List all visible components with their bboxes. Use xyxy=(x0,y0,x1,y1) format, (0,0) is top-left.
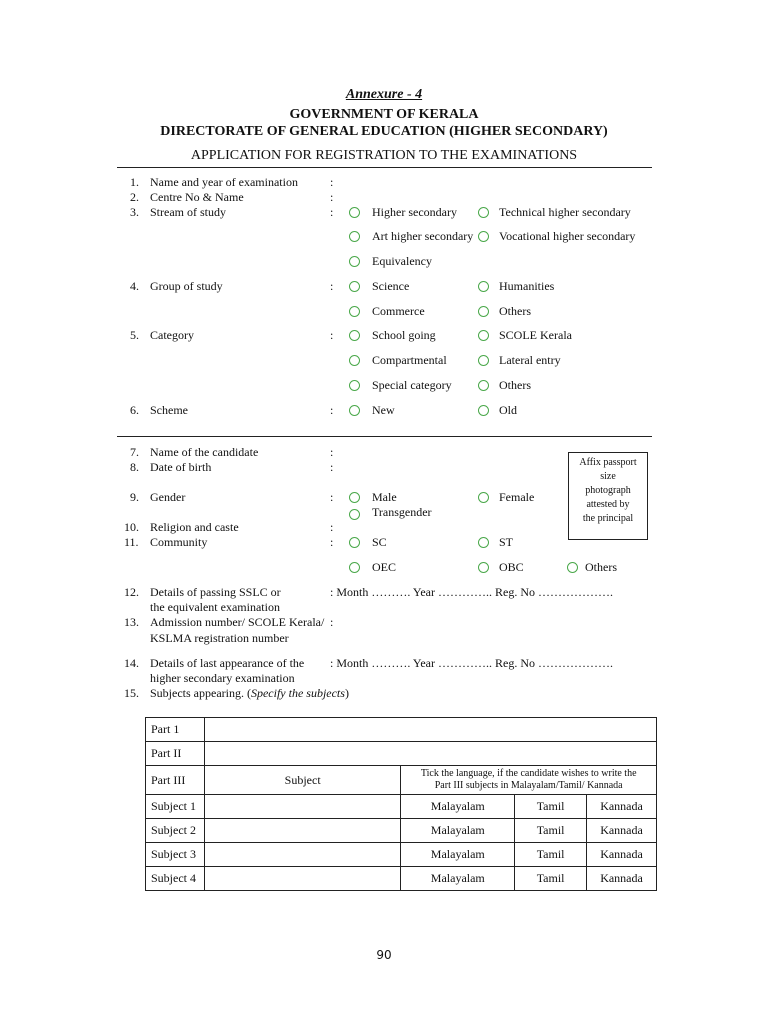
field-4-num: 4. xyxy=(130,279,139,293)
option-school-going: School going xyxy=(372,328,436,342)
subject-entry[interactable] xyxy=(204,867,400,891)
radio-scheme-new[interactable] xyxy=(349,405,360,416)
photo-line-2: size xyxy=(600,471,616,482)
radio-scheme-old[interactable] xyxy=(478,405,489,416)
field-12-label-2: the equivalent examination xyxy=(150,600,280,614)
subjects-table xyxy=(145,717,657,891)
part3-label: Part III xyxy=(146,766,205,795)
option-female: Female xyxy=(499,490,535,504)
option-scole-kerala: SCOLE Kerala xyxy=(499,328,572,342)
form-title: APPLICATION FOR REGISTRATION TO THE EXAMINATIONS xyxy=(190,148,578,163)
field-15-label xyxy=(150,686,349,700)
subject-header: Subject xyxy=(204,766,400,795)
radio-school-going[interactable] xyxy=(349,330,360,341)
option-commerce: Commerce xyxy=(372,304,425,318)
radio-female[interactable] xyxy=(478,492,489,503)
lang-tamil[interactable]: Tamil xyxy=(515,819,587,843)
option-equivalency: Equivalency xyxy=(372,254,432,268)
field-15-label-close: ) xyxy=(344,686,349,700)
field-9-colon: : xyxy=(330,490,334,504)
radio-equivalency[interactable] xyxy=(349,256,360,267)
table-row xyxy=(146,795,657,819)
last-appearance-details: : Month ………. Year ………….. Reg. No ………………. xyxy=(330,656,614,670)
option-male: Male xyxy=(372,490,397,504)
table-row xyxy=(146,867,657,891)
field-8-num: 8. xyxy=(130,460,139,474)
radio-st[interactable] xyxy=(478,537,489,548)
option-group-others: Others xyxy=(499,304,531,318)
field-12-label-1: Details of passing SSLC or xyxy=(150,585,281,599)
option-higher-secondary: Higher secondary xyxy=(372,205,457,219)
photo-line-5: the principal xyxy=(582,513,634,524)
radio-sc[interactable] xyxy=(349,537,360,548)
field-6-num: 6. xyxy=(130,403,139,417)
field-5-colon: : xyxy=(330,328,334,342)
field-3-label: Stream of study xyxy=(150,205,226,219)
radio-art-higher-secondary[interactable] xyxy=(349,231,360,242)
table-row xyxy=(146,843,657,867)
field-15-label-italic: Specify the subjects xyxy=(250,686,345,700)
field-13-num: 13. xyxy=(124,615,139,629)
field-2-num: 2. xyxy=(130,190,139,204)
lang-kannada[interactable]: Kannada xyxy=(587,795,657,819)
middle-divider xyxy=(117,436,652,437)
option-st: ST xyxy=(499,535,514,549)
part1-entry[interactable] xyxy=(204,718,656,742)
field-8-label: Date of birth xyxy=(150,460,212,474)
field-14-num: 14. xyxy=(124,656,139,670)
option-community-others: Others xyxy=(585,560,617,574)
part2-label: Part II xyxy=(146,742,205,766)
field-11-num: 11. xyxy=(124,535,139,549)
photo-line-4: attested by xyxy=(586,499,630,510)
field-5-num: 5. xyxy=(130,328,139,342)
field-1-colon: : xyxy=(330,175,334,189)
option-humanities: Humanities xyxy=(499,279,555,293)
sslc-details: : Month ………. Year ………….. Reg. No ………………. xyxy=(330,585,614,599)
field-1-label: Name and year of examination xyxy=(150,175,298,189)
subject-entry[interactable] xyxy=(204,819,400,843)
radio-technical-higher-secondary[interactable] xyxy=(478,207,489,218)
lang-tamil[interactable]: Tamil xyxy=(515,843,587,867)
option-transgender: Transgender xyxy=(372,505,432,519)
field-6-colon: : xyxy=(330,403,334,417)
lang-malayalam[interactable]: Malayalam xyxy=(401,867,515,891)
option-art-higher-secondary: Art higher secondary xyxy=(372,229,474,243)
field-13-label-1: Admission number/ SCOLE Kerala/ xyxy=(150,615,325,629)
radio-special-category[interactable] xyxy=(349,380,360,391)
lang-malayalam[interactable]: Malayalam xyxy=(401,843,515,867)
field-3-num: 3. xyxy=(130,205,139,219)
field-14-label-1: Details of last appearance of the xyxy=(150,656,305,670)
option-obc: OBC xyxy=(499,560,524,574)
field-9-label: Gender xyxy=(150,490,186,504)
lang-kannada[interactable]: Kannada xyxy=(587,867,657,891)
field-13-label-2: KSLMA registration number xyxy=(150,631,289,645)
page-number: 90 xyxy=(376,948,392,962)
photo-box xyxy=(568,452,648,540)
field-5-label: Category xyxy=(150,328,194,342)
field-10-colon: : xyxy=(330,520,334,534)
part1-label: Part 1 xyxy=(146,718,205,742)
option-sc: SC xyxy=(372,535,387,549)
table-row-part3 xyxy=(146,766,657,795)
top-divider xyxy=(117,167,652,168)
field-9-num: 9. xyxy=(130,490,139,504)
photo-line-1: Affix passport xyxy=(579,457,637,468)
photo-line-3: photograph xyxy=(585,485,631,496)
option-oec: OEC xyxy=(372,560,396,574)
field-14-label-2: higher secondary examination xyxy=(150,671,295,685)
field-6-label: Scheme xyxy=(150,403,188,417)
field-11-label: Community xyxy=(150,535,208,549)
lang-kannada[interactable]: Kannada xyxy=(587,843,657,867)
field-15-num: 15. xyxy=(124,686,139,700)
field-12-num: 12. xyxy=(124,585,139,599)
option-vocational-higher-secondary: Vocational higher secondary xyxy=(499,229,636,243)
table-row-part1 xyxy=(146,718,657,742)
annexure-label: Annexure - 4 xyxy=(345,87,423,102)
part2-entry[interactable] xyxy=(204,742,656,766)
subject-entry[interactable] xyxy=(204,843,400,867)
tick-note-line-1: Tick the language, if the candidate wishes to write the xyxy=(420,768,637,779)
field-7-colon: : xyxy=(330,445,334,459)
radio-obc[interactable] xyxy=(478,562,489,573)
radio-science[interactable] xyxy=(349,281,360,292)
option-technical-higher-secondary: Technical higher secondary xyxy=(499,205,631,219)
field-7-num: 7. xyxy=(130,445,139,459)
lang-malayalam[interactable]: Malayalam xyxy=(401,819,515,843)
option-scheme-old: Old xyxy=(499,403,517,417)
subject-row-label: Subject 4 xyxy=(146,867,205,891)
radio-commerce[interactable] xyxy=(349,306,360,317)
option-category-others: Others xyxy=(499,378,531,392)
field-4-colon: : xyxy=(330,279,334,293)
subject-row-label: Subject 1 xyxy=(146,795,205,819)
option-scheme-new: New xyxy=(372,403,395,417)
field-7-label: Name of the candidate xyxy=(150,445,259,459)
radio-scole-kerala[interactable] xyxy=(478,330,489,341)
lang-tamil[interactable]: Tamil xyxy=(515,867,587,891)
field-1-num: 1. xyxy=(130,175,139,189)
radio-higher-secondary[interactable] xyxy=(349,207,360,218)
radio-category-others[interactable] xyxy=(478,380,489,391)
radio-oec[interactable] xyxy=(349,562,360,573)
field-10-num: 10. xyxy=(124,520,139,534)
radio-transgender[interactable] xyxy=(349,509,360,520)
table-row-part2 xyxy=(146,742,657,766)
lang-malayalam[interactable]: Malayalam xyxy=(401,795,515,819)
radio-group-others[interactable] xyxy=(478,306,489,317)
radio-community-others[interactable] xyxy=(567,562,578,573)
field-8-colon: : xyxy=(330,460,334,474)
option-compartmental: Compartmental xyxy=(372,353,447,367)
field-2-colon: : xyxy=(330,190,334,204)
tick-language-note xyxy=(401,766,657,795)
subject-row-label: Subject 3 xyxy=(146,843,205,867)
directorate-title: DIRECTORATE OF GENERAL EDUCATION (HIGHER SECONDARY) xyxy=(160,124,608,139)
field-3-colon: : xyxy=(330,205,334,219)
government-title: GOVERNMENT OF KERALA xyxy=(289,107,479,122)
radio-lateral-entry[interactable] xyxy=(478,355,489,366)
radio-male[interactable] xyxy=(349,492,360,503)
subject-entry[interactable] xyxy=(204,795,400,819)
field-13-colon: : xyxy=(330,615,334,629)
field-4-label: Group of study xyxy=(150,279,223,293)
option-lateral-entry: Lateral entry xyxy=(499,353,561,367)
option-special-category: Special category xyxy=(372,378,452,392)
subject-row-label: Subject 2 xyxy=(146,819,205,843)
lang-kannada[interactable]: Kannada xyxy=(587,819,657,843)
field-11-colon: : xyxy=(330,535,334,549)
radio-humanities[interactable] xyxy=(478,281,489,292)
table-row xyxy=(146,819,657,843)
radio-vocational-higher-secondary[interactable] xyxy=(478,231,489,242)
field-15-label-plain: Subjects appearing. ( xyxy=(150,686,251,700)
tick-note-line-2: Part III subjects in Malayalam/Tamil/ Kannada xyxy=(434,780,623,791)
field-2-label: Centre No & Name xyxy=(150,190,244,204)
option-science: Science xyxy=(372,279,410,293)
field-10-label: Religion and caste xyxy=(150,520,239,534)
radio-compartmental[interactable] xyxy=(349,355,360,366)
lang-tamil[interactable]: Tamil xyxy=(515,795,587,819)
